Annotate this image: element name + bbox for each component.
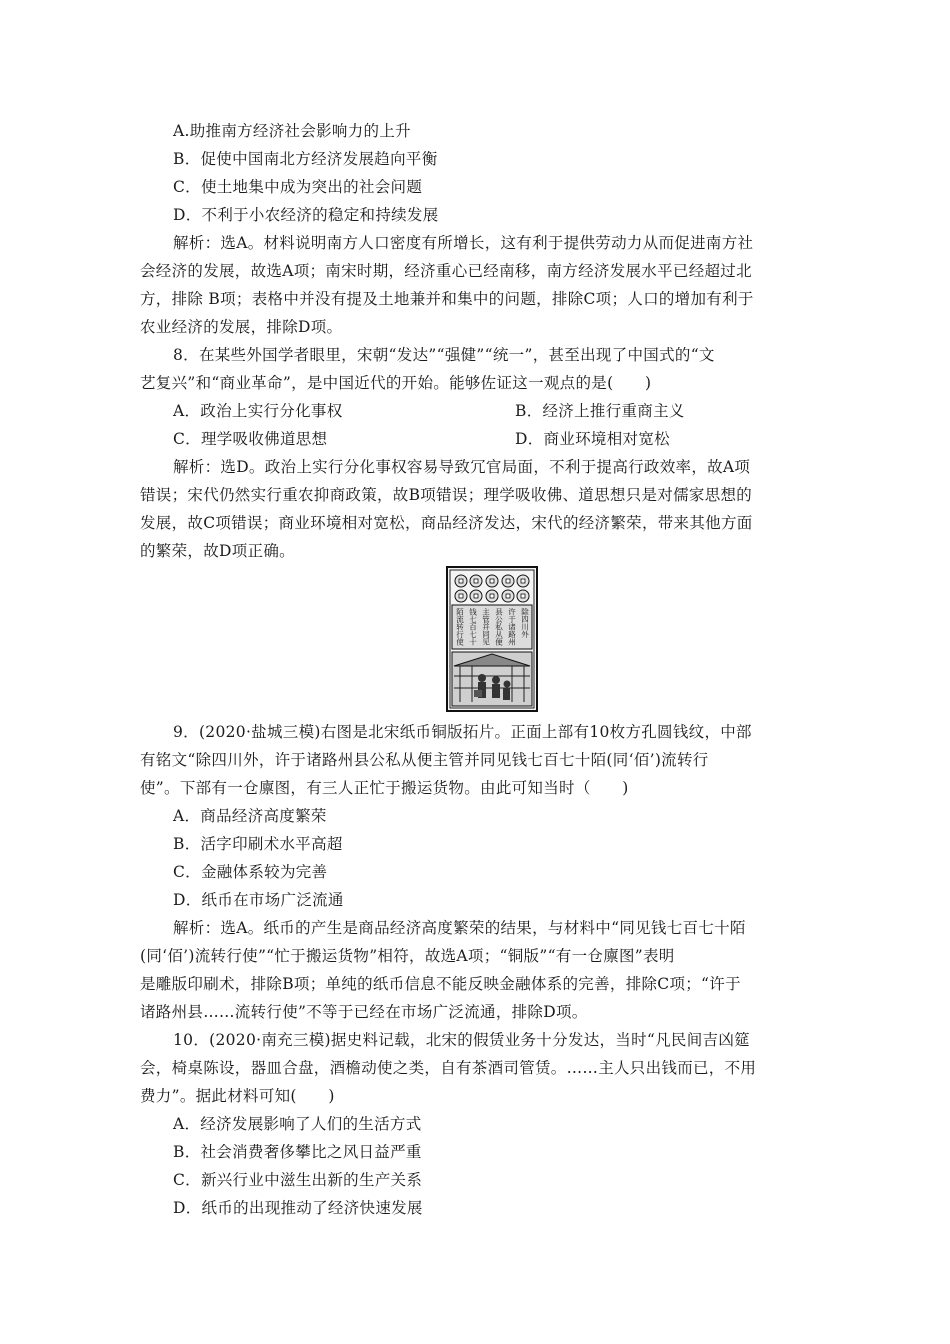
q7-option-c: C．使土地集中成为突出的社会问题: [173, 178, 423, 196]
q9-option-c: C．金融体系较为完善: [173, 863, 328, 881]
inscription-column: 县公私从便: [494, 608, 504, 646]
inscription-column: 许于诸路州: [507, 608, 517, 646]
q7-option-d: D．不利于小农经济的稳定和持续发展: [173, 206, 439, 224]
q7-option-b: B．促使中国南北方经济发展趋向平衡: [173, 150, 438, 168]
q9-analysis-line: (同‘佰’)流转行使”“忙于搬运货物”相符，故选A项；“铜版”“有一仓廪图”表明: [140, 947, 675, 965]
q9-analysis-line: 解析：选A。纸币的产生是商品经济高度繁荣的结果，与材料中“同见钱七百七十陌: [173, 919, 746, 937]
inscription-column: 陌流转行使: [455, 608, 465, 646]
q7-analysis-line: 方，排除 B项；表格中并没有提及土地兼并和集中的问题，排除C项；人口的增加有利于: [140, 290, 754, 308]
q9-analysis-line: 是雕版印刷术，排除B项；单纯的纸币信息不能反映金融体系的完善，排除C项；“许于: [140, 975, 741, 993]
q9-stem-line: 有铭文“除四川外，许于诸路州县公私从便主管并同见钱七百七十陌(同‘佰’)流转行: [140, 751, 709, 769]
song-banknote-rubbing-image: [446, 566, 538, 712]
inscription-column: 钱七百七十: [468, 608, 478, 646]
q9-stem-line: 9．(2020·盐城三模)右图是北宋纸币铜版拓片。正面上部有10枚方孔圆钱纹，中部: [173, 723, 752, 741]
q10-option-d: D．纸币的出现推动了经济快速发展: [173, 1199, 423, 1217]
q10-stem-line: 会，椅桌陈设，器皿合盘，酒檐动使之类，自有茶酒司管赁。……主人只出钱而已，不用: [140, 1059, 757, 1077]
q8-analysis-line: 的繁荣，故D项正确。: [140, 542, 295, 560]
q8-option-b: B．经济上推行重商主义: [515, 402, 685, 420]
q7-analysis-line: 解析：选A。材料说明南方人口密度有所增长，这有利于提供劳动力从而促进南方社: [173, 234, 754, 252]
q10-option-b: B．社会消费奢侈攀比之风日益严重: [173, 1143, 422, 1161]
q9-analysis-line: 诸路州县……流转行使”不等于已经在市场广泛流通，排除D项。: [140, 1003, 588, 1021]
q10-option-a: A．经济发展影响了人们的生活方式: [173, 1115, 422, 1133]
q7-analysis-line: 农业经济的发展，排除D项。: [140, 318, 343, 336]
q8-analysis-line: 解析：选D。政治上实行分化事权容易导致冗官局面，不利于提高行政效率，故A项: [173, 458, 751, 476]
q9-option-a: A．商品经济高度繁荣: [173, 807, 327, 825]
q8-stem-line: 8．在某些外国学者眼里，宋朝“发达”“强健”“统一”，甚至出现了中国式的“文: [173, 346, 715, 364]
q10-stem-line: 费力”。据此材料可知( ): [140, 1087, 335, 1105]
inscription-column: 除四川外: [520, 608, 530, 638]
q8-option-d: D．商业环境相对宽松: [515, 430, 670, 448]
q8-option-a: A．政治上实行分化事权: [173, 402, 343, 420]
q10-option-c: C．新兴行业中滋生出新的生产关系: [173, 1171, 423, 1189]
q9-option-d: D．纸币在市场广泛流通: [173, 891, 344, 909]
q8-option-c: C．理学吸收佛道思想: [173, 430, 328, 448]
q8-stem-line: 艺复兴”和“商业革命”，是中国近代的开始。能够佐证这一观点的是( ): [140, 374, 652, 392]
inscription-column: 主管并同见: [481, 608, 491, 646]
q9-option-b: B．活字印刷术水平高超: [173, 835, 343, 853]
q9-stem-line: 使”。下部有一仓廪图，有三人正忙于搬运货物。由此可知当时（ ): [140, 779, 629, 797]
q8-analysis-line: 错误；宋代仍然实行重农抑商政策，故B项错误；理学吸收佛、道思想只是对儒家思想的: [140, 486, 753, 504]
q8-analysis-line: 发展，故C项错误；商业环境相对宽松，商品经济发达，宋代的经济繁荣，带来其他方面: [140, 514, 753, 532]
q7-analysis-line: 会经济的发展，故选A项；南宋时期，经济重心已经南移，南方经济发展水平已经超过北: [140, 262, 752, 280]
q10-stem-line: 10．(2020·南充三模)据史料记载，北宋的假赁业务十分发达，当时“凡民间吉凶筵: [173, 1031, 750, 1049]
q7-option-a: A.助推南方经济社会影响力的上升: [173, 122, 411, 140]
